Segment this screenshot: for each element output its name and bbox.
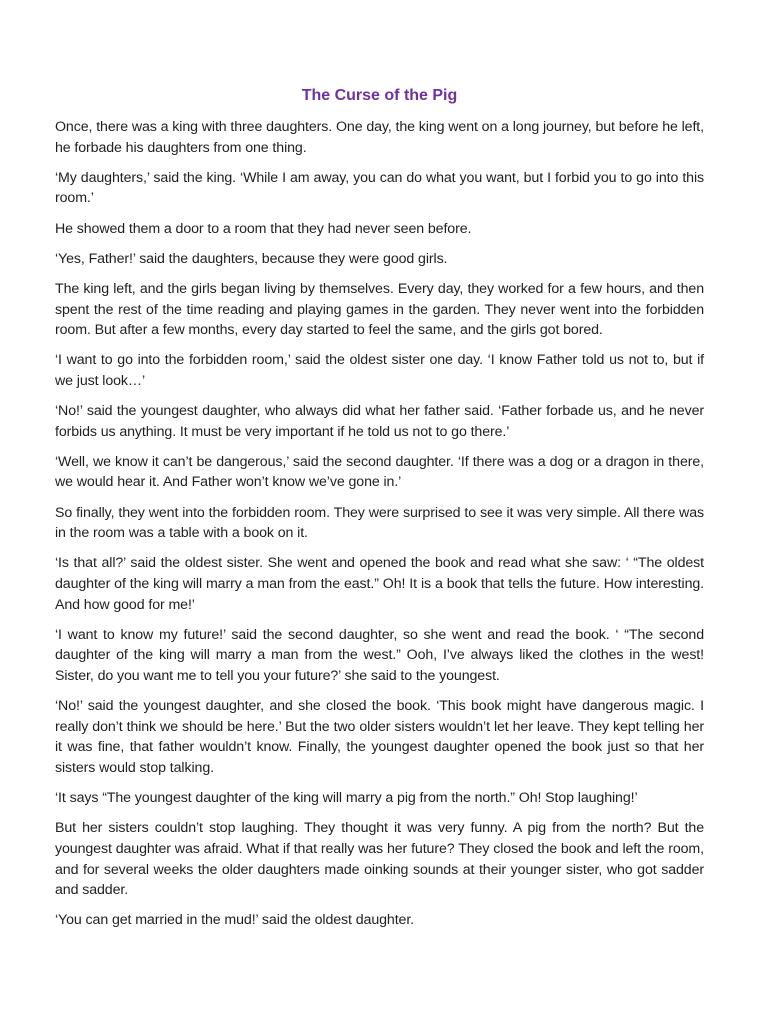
- paragraph: ‘Is that all?’ said the oldest sister. She went and opened the book and read what she saw: ‘ “The oldest daughter of the king will marry a man from the east.” Oh! It is a book that tells the future. How interesting. And how good for me!’: [55, 555, 704, 613]
- paragraph: The king left, and the girls began living by themselves. Every day, they worked for a few hours, and then spent the rest of the time reading and playing games in the garden. They never went into the forbidden room. But after a few months, every day started to feel the same, and the girls got bored.: [55, 280, 704, 339]
- paragraph: ‘No!’ said the youngest daughter, and she closed the book. ‘This book might have dangerous magic. I really don’t think we should be here.’ But the two older sisters wouldn’t let her leave. They kept telling her it was fine, that father wouldn’t know. Finally, the youngest daughter opened the book just so that her sisters would stop talking.: [55, 698, 704, 776]
- paragraph: ‘I want to go into the forbidden room,’ said the oldest sister one day. ‘I know Father told us not to, but if we just look…’: [55, 352, 704, 389]
- story-title: The Curse of the Pig: [301, 87, 458, 104]
- paragraph: Once, there was a king with three daughters. One day, the king went on a long journey, but before he left, he forbade his daughters from one thing.: [55, 119, 704, 156]
- paragraph: So finally, they went into the forbidden room. They were surprised to see it was very simple. All there was in the room was a table with a book on it.: [55, 504, 704, 542]
- paragraph: But her sisters couldn’t stop laughing. They thought it was very funny. A pig from the north? But the youngest daughter was afraid. What if that really was her future? They closed the book and left the room, and for several weeks the older daughters made oinking sounds at their younger sister, who got sadder and sadder.: [55, 820, 704, 899]
- paragraph: ‘No!’ said the youngest daughter, who always did what her father said. ‘Father forbade us, and he never forbids us anything. It must be very important if he told us not to go there.’: [55, 403, 704, 440]
- paragraph: He showed them a door to a room that they had never seen before.: [55, 220, 472, 237]
- document-page: [55, 84, 704, 941]
- paragraph: ‘Well, we know it can’t be dangerous,’ said the second daughter. ‘If there was a dog or a dragon in there, we would hear it. And Father won’t know we’ve gone in.’: [55, 453, 704, 491]
- paragraph: ‘Yes, Father!’ said the daughters, because they were good girls.: [55, 250, 448, 267]
- paragraph: ‘It says “The youngest daughter of the king will marry a pig from the north.” Oh! Stop laughing!’: [55, 790, 638, 807]
- paragraph: ‘My daughters,’ said the king. ‘While I am away, you can do what you want, but I forbid you to go into this room.’: [55, 169, 704, 207]
- paragraph: ‘I want to know my future!’ said the second daughter, so she went and read the book. ‘ “The second daughter of the king will marry a man from the west.” Ooh, I’ve always liked the clothes in the west! Sister, do you want me to tell you your future?’ she said to the youngest.: [55, 626, 704, 684]
- paragraph: ‘You can get married in the mud!’ said the oldest daughter.: [55, 912, 415, 929]
